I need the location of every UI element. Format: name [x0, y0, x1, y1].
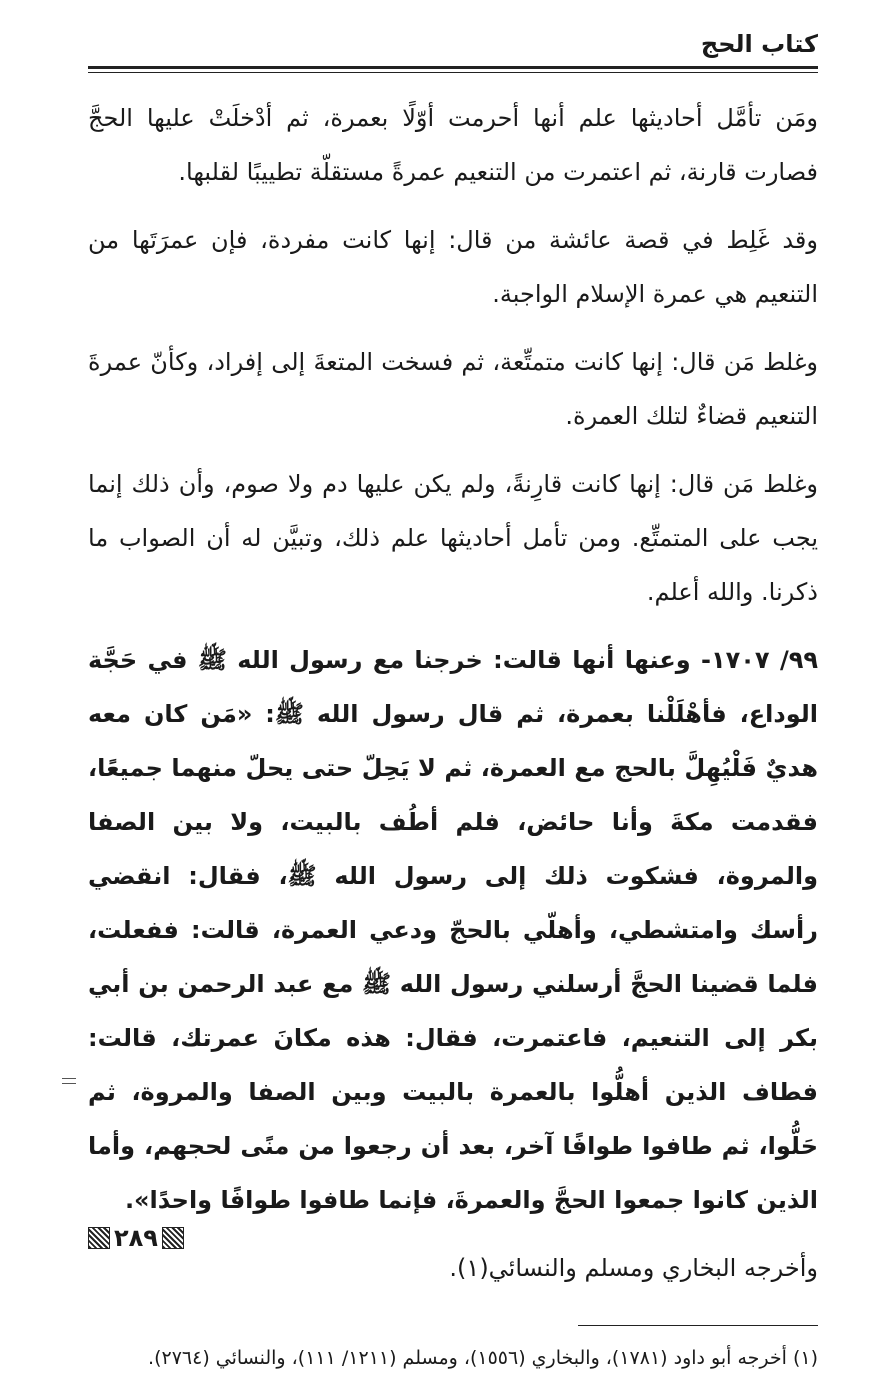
chapter-title: كتاب الحج	[700, 30, 818, 58]
page-number: ٢٨٩	[114, 1224, 158, 1252]
hadith-text: ٩٩/ ١٧٠٧- وعنها أنها قالت: خرجنا مع رسول الله ﷺ في حَجَّة الوداع، فأهْلَلْنا بعمرة، ثم قال رسول الله ﷺ: «مَن كان معه هديٌ فَلْيُهِلَّ بالحج مع العمرة، ثم لا يَحِلّ حتى يحلّ منهما جميعًا، فقدمت مكةَ وأنا حائض، فلم أطُف بالبيت، ولا بين الصفا والمروة، فشكوت ذلك إلى رسول الله ﷺ، فقال: انقضي رأسك وامتشطي، وأهلّي بالحجّ ودعي العمرة، قالت: ففعلت، فلما قضينا الحجَّ أرسلني رسول الله ﷺ مع عبد الرحمن بن أبي بكر إلى التنعيم، فاعتمرت، فقال: هذه مكانَ عمرتك، قالت: فطاف الذين أهلُّوا بالعمرة بالبيت وبين الصفا والمروة، ثم حَلُّوا، ثم طافوا طوافًا آخر، بعد أن رجعوا من منًى لحجهم، وأما الذين كانوا جمعوا الحجَّ والعمرةَ، فإنما طافوا طوافًا واحدًا».	[88, 645, 819, 1214]
paragraph-4: وغلط مَن قال: إنها كانت قارِنةً، ولم يكن عليها دم ولا صوم، وأن ذلك إنما يجب على المتمتِّع. ومن تأمل أحاديثها علم ذلك، وتبيَّن له أن الصواب ما ذكرنا. والله أعلم.	[88, 469, 818, 606]
page-content	[88, 28, 818, 1395]
ornament-icon	[88, 1227, 110, 1249]
footnote: (١) أخرجه أبو داود (١٧٨١)، والبخاري (١٥٥٦)، ومسلم (١٢١١/ ١١١)، والنسائي (٢٧٦٤).	[148, 1346, 818, 1369]
header-rule	[88, 66, 818, 73]
ornament-icon	[162, 1227, 184, 1249]
takhrij-line: وأخرجه البخاري ومسلم والنسائي(١).	[449, 1253, 818, 1282]
paragraph-2: وقد غَلِط في قصة عائشة من قال: إنها كانت مفردة، فإن عمرَتَها من التنعيم هي عمرة الإسلام الواجبة.	[88, 225, 818, 308]
paragraph-3: وغلط مَن قال: إنها كانت متمتِّعة، ثم فسخت المتعةَ إلى إفراد، وكأنّ عمرةَ التنعيم قضاءٌ لتلك العمرة.	[88, 347, 818, 430]
paragraph-1: ومَن تأمَّل أحاديثها علم أنها أحرمت أوّلًا بعمرة، ثم أدْخلَتْ عليها الحجَّ فصارت قارنة، ثم اعتمرت من التنعيم عمرةً مستقلّة تطييبًا لقلبها.	[88, 103, 818, 186]
margin-marker	[62, 1078, 76, 1084]
footnote-rule	[578, 1325, 818, 1326]
page-number-block	[88, 1224, 184, 1252]
